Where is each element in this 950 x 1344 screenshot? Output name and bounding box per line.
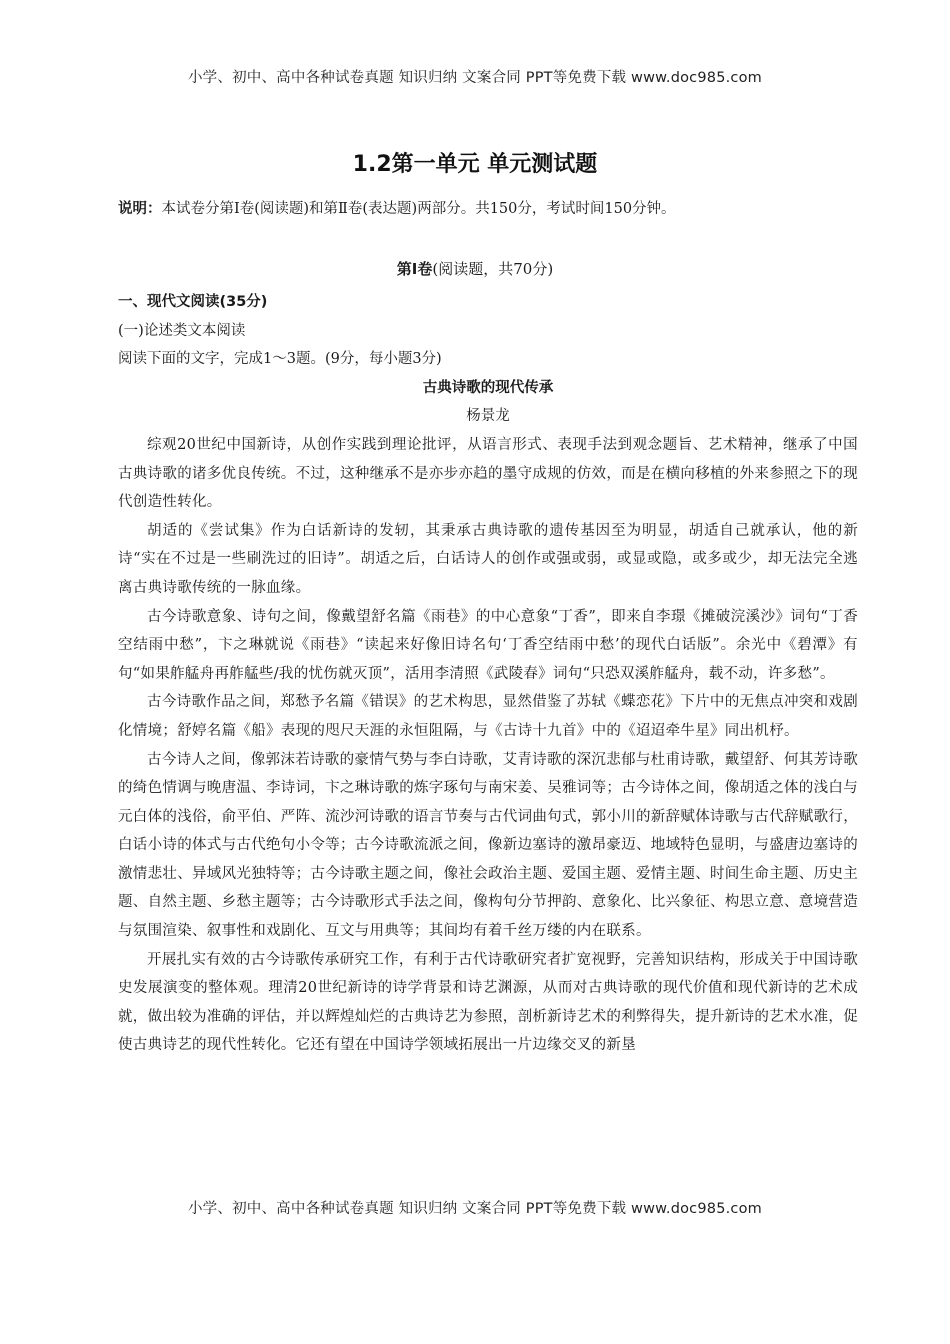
essay-title: 古典诗歌的现代传承	[422, 379, 554, 396]
exam-note	[118, 198, 858, 220]
page-footer: 小学、初中、高中各种试卷真题 知识归纳 文案合同 PPT等免费下载 www.doc985.com	[187, 1201, 763, 1217]
note-text: 本试卷分第Ⅰ卷(阅读题)和第Ⅱ卷(表达题)两部分。共150分，考试时间150分钟。	[161, 201, 676, 217]
page-header: 小学、初中、高中各种试卷真题 知识归纳 文案合同 PPT等免费下载 www.doc985.com	[187, 70, 763, 86]
part-label: 第Ⅰ卷	[396, 260, 433, 278]
part-heading	[0, 258, 950, 279]
paragraph: 古今诗歌意象、诗句之间，像戴望舒名篇《雨巷》的中心意象“丁香”，即来自李璟《摊破浣溪沙》词句“丁香空结雨中愁”，卞之琳就说《雨巷》“读起来好像旧诗名句‘丁香空结雨中愁’的现代白话版”。余光中《碧潭》有句“如果舴艋舟再舴艋些/我的忧伤就灭顶”，活用李清照《武陵春》词句“只恐双溪舴艋舟，载不动，许多愁”。	[118, 608, 858, 682]
subsection-heading: (一)论述类文本阅读	[118, 322, 246, 339]
paragraph: 开展扎实有效的古今诗歌传承研究工作，有利于古代诗歌研究者扩宽视野，完善知识结构，形成关于中国诗歌史发展演变的整体观。理清20世纪新诗的诗学背景和诗艺渊源，从而对古典诗歌的现代价值和现代新诗的艺术成就，做出较为准确的评估，并以辉煌灿烂的古典诗艺为参照，剖析新诗艺术的利弊得失，提升新诗的艺术水准，促使古典诗艺的现代性转化。它还有望在中国诗学领域拓展出一片边缘交叉的新垦	[118, 951, 858, 1054]
paragraph: 古今诗人之间，像郭沫若诗歌的豪情气势与李白诗歌，艾青诗歌的深沉悲郁与杜甫诗歌，戴望舒、何其芳诗歌的绮色情调与晚唐温、李诗词，卞之琳诗歌的炼字琢句与南宋姜、吴雅词等；古今诗体之间，像胡适之体的浅白与元白体的浅俗，俞平伯、严阵、流沙河诗歌的语言节奏与古代词曲句式，郭小川的新辞赋体诗歌与古代辞赋歌行，白话小诗的体式与古代绝句小令等；古今诗歌流派之间，像新边塞诗的激昂豪迈、地域特色显明，与盛唐边塞诗的激情悲壮、异域风光独特等；古今诗歌主题之间，像社会政治主题、爱国主题、爱情主题、时间生命主题、历史主题、自然主题、乡愁主题等；古今诗歌形式手法之间，像构句分节押韵、意象化、比兴象征、构思立意、意境营造与氛围渲染、叙事性和戏剧化、互文与用典等；其间均有着千丝万缕的内在联系。	[118, 751, 858, 940]
paragraph: 综观20世纪中国新诗，从创作实践到理论批评，从语言形式、表现手法到观念题旨、艺术精神，继承了中国古典诗歌的诸多优良传统。不过，这种继承不是亦步亦趋的墨守成规的仿效，而是在横向移植的外来参照之下的现代创造性转化。	[118, 436, 858, 511]
paragraph: 胡适的《尝试集》作为白话新诗的发轫，其秉承古典诗歌的遗传基因至为明显，胡适自己就承认，他的新诗“实在不过是一些刷洗过的旧诗”。胡适之后，白话诗人的创作或强或弱，或显或隐，或多或少，却无法完全逃离古典诗歌传统的一脉血缘。	[118, 522, 858, 596]
page-title: 1.2第一单元 单元测试题	[352, 152, 598, 177]
note-label: 说明：	[118, 201, 162, 217]
part-detail: (阅读题，共70分)	[432, 260, 554, 278]
question-instruction: 阅读下面的文字，完成1～3题。(9分，每小题3分)	[118, 351, 442, 368]
paragraph: 古今诗歌作品之间，郑愁予名篇《错误》的艺术构思，显然借鉴了苏轼《蝶恋花》下片中的无焦点冲突和戏剧化情境；舒婷名篇《船》表现的咫尺天涯的永恒阻隔，与《古诗十九首》中的《迢迢牵牛星》同出机杼。	[118, 694, 858, 739]
essay-author: 杨景龙	[466, 408, 510, 425]
reading-content	[118, 288, 858, 1060]
section-heading: 一、现代文阅读(35分)	[118, 294, 268, 310]
